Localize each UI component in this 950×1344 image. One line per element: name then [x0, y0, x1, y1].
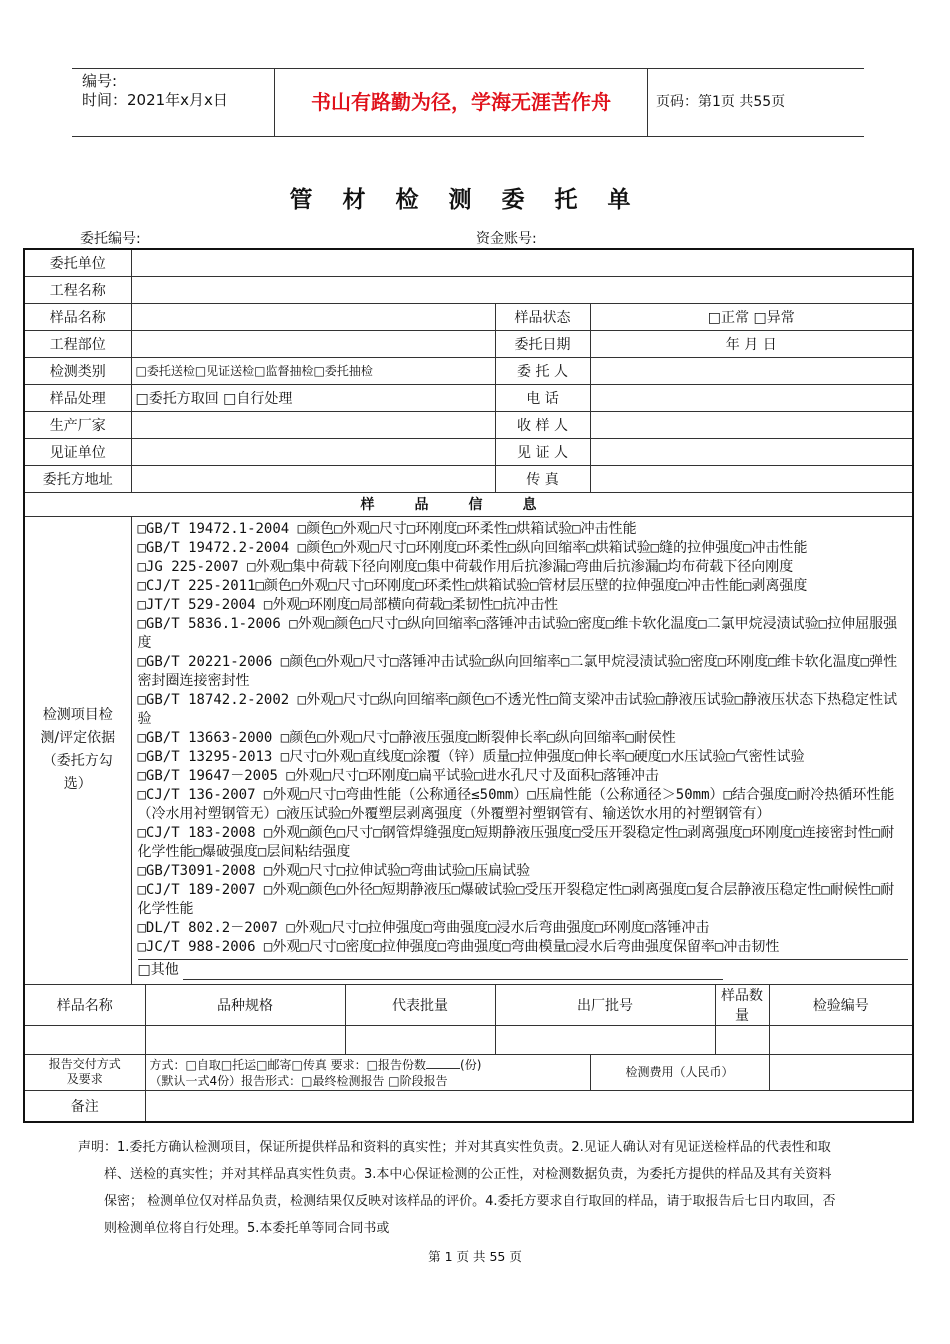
test-item[interactable]: □GB/T 19647－2005 □外观□尺寸□环刚度□扁平试验□进水孔尺寸及面积□落锤冲击	[137, 767, 659, 784]
test-item[interactable]: □DL/T 802.2－2007 □外观□尺寸□拉伸强度□弯曲强度□浸水后弯曲强度□环刚度□落锤冲击	[137, 919, 710, 936]
commission-no-label: 委托编号:	[80, 231, 141, 247]
test-item[interactable]: □GB/T 13663-2000 □颜色□外观□尺寸□静液压强度□断裂伸长率□纵向回缩率□耐侯性	[137, 729, 676, 746]
test-item[interactable]: □GB/T 13295-2013 □尺寸□外观□直线度□涂覆（锌）质量□拉伸强度□伸长率□硬度□水压试验□气密性试验	[137, 748, 805, 765]
quantity-cell[interactable]	[715, 1025, 769, 1054]
statement	[78, 1134, 840, 1242]
header-meta	[72, 69, 274, 136]
statement-text: 声明：1.委托方确认检测项目，保证所提供样品和资料的真实性；并对其真实性负责。2.见证人确认对有见证送检样品的代表性和取样、送检的真实性；并对其样品真实性负责。3.本中心保证检测的公正性，对检测数据负责，为委托方提供的样品及其有关资料保密； 检测单位仅对样品负责，检测结果仅反映对该样品的评价。4.委托方要求自行取回的样品，请于取报告后七日内取回，否则检测单位将自行处理。5.本委托单等同合同书或	[78, 1140, 836, 1236]
page-info: 页码：第1页 共55页	[656, 94, 786, 110]
receiver-field[interactable]	[590, 411, 913, 438]
test-item[interactable]: □GB/T 18742.2-2002 □外观□尺寸□纵向回缩率□颜色□不透光性□简支梁冲击试验□静液压试验□静液压状态下热稳定性试验	[137, 691, 898, 727]
test-item[interactable]: □JG 225-2007 □外观□集中荷载下径向刚度□集中荷载作用后抗渗漏□弯曲后抗渗漏□均布荷载下径向刚度	[137, 558, 794, 575]
col-quantity: 样品数量	[715, 984, 769, 1025]
address-label: 委托方地址	[24, 465, 131, 492]
col-batch: 代表批量	[345, 984, 495, 1025]
spec-cell[interactable]	[145, 1025, 345, 1054]
other-label: □其他	[137, 961, 179, 978]
col-lot: 出厂批号	[495, 984, 715, 1025]
test-items-label: 检测项目检测/评定依据（委托方勾选）	[24, 516, 131, 984]
report-options[interactable]	[145, 1054, 590, 1090]
handling-options[interactable]: □委托方取回 □自行处理	[131, 384, 495, 411]
address-field[interactable]	[131, 465, 495, 492]
test-item[interactable]: □CJ/T 136-2007 □外观□尺寸□弯曲性能（公称通径≤50mm）□压扁性能（公称通径＞50mm）□结合强度□耐冷热循环性能（冷水用衬塑钢管无）□液压试验□外覆塑层剥离强度（外覆塑衬塑钢管有、输送饮水用的衬塑钢管有）	[137, 786, 895, 822]
copies-unit: (份)	[460, 1057, 482, 1072]
unit-label: 委托单位	[24, 249, 131, 276]
test-item[interactable]: □GB/T 5836.1-2006 □外观□颜色□尺寸□纵向回缩率□落锤冲击试验□密度□维卡软化温度□二氯甲烷浸渍试验□拉伸屈服强度	[137, 615, 898, 651]
client-field[interactable]	[590, 357, 913, 384]
test-item[interactable]: □CJ/T 189-2007 □外观□颜色□外径□短期静液压□爆破试验□受压开裂稳定性□剥离强度□复合层静液压稳定性□耐候性□耐化学性能	[137, 881, 895, 917]
test-items	[131, 516, 913, 984]
account-no-label: 资金账号:	[476, 231, 537, 247]
other-field[interactable]	[183, 965, 723, 980]
inspection-no-cell[interactable]	[769, 1025, 913, 1054]
part-field[interactable]	[131, 330, 495, 357]
phone-field[interactable]	[590, 384, 913, 411]
fax-field[interactable]	[590, 465, 913, 492]
test-item[interactable]: □GB/T 20221-2006 □颜色□外观□尺寸□落锤冲击试验□纵向回缩率□二氯甲烷浸渍试验□密度□环刚度□维卡软化温度□弹性密封圈连接密封性	[137, 653, 898, 689]
time-label: 时间：2021年x月x日	[82, 91, 228, 109]
sample-cell[interactable]	[24, 1025, 145, 1054]
date-field[interactable]: 年 月 日	[590, 330, 913, 357]
code-label: 编号:	[82, 72, 118, 90]
sample-name-field[interactable]	[131, 303, 495, 330]
manufacturer-field[interactable]	[131, 411, 495, 438]
remark-field[interactable]	[145, 1090, 913, 1122]
witness-unit-label: 见证单位	[24, 438, 131, 465]
report-label: 报告交付方式及要求	[24, 1054, 145, 1090]
other-option[interactable]	[138, 959, 909, 980]
phone-label: 电 话	[495, 384, 590, 411]
receiver-label: 收 样 人	[495, 411, 590, 438]
witness-field[interactable]	[590, 438, 913, 465]
handling-label: 样品处理	[24, 384, 131, 411]
client-label: 委 托 人	[495, 357, 590, 384]
remark-label: 备注	[24, 1090, 145, 1122]
copies-field[interactable]	[426, 1056, 460, 1069]
project-label: 工程名称	[24, 276, 131, 303]
test-item[interactable]: □GB/T 19472.1-2004 □颜色□外观□尺寸□环刚度□环柔性□烘箱试验□冲击性能	[137, 520, 637, 537]
sample-name-label: 样品名称	[24, 303, 131, 330]
test-item[interactable]: □CJ/T 183-2008 □外观□颜色□尺寸□钢管焊缝强度□短期静液压强度□受压开裂稳定性□剥离强度□环刚度□连接密封性□耐化学性能□爆破强度□层间粘结强度	[137, 824, 895, 860]
fax-label: 传 真	[495, 465, 590, 492]
report-method[interactable]: 方式：□自取□托运□邮寄□传真 要求：□报告份数	[149, 1057, 427, 1072]
page-footer: 第 1 页 共 55 页	[428, 1249, 522, 1264]
test-item[interactable]: □CJ/T 225-2011□颜色□外观□尺寸□环刚度□环柔性□烘箱试验□管材层压壁的拉伸强度□冲击性能□剥离强度	[137, 577, 808, 594]
test-item[interactable]: □JC/T 988-2006 □外观□尺寸□密度□拉伸强度□弯曲强度□弯曲模量□浸水后弯曲强度保留率□冲击韧性	[137, 938, 780, 955]
document-header	[72, 68, 864, 137]
section-title: 样品信息	[24, 492, 913, 516]
col-inspection-no: 检验编号	[769, 984, 913, 1025]
test-type-label: 检测类别	[24, 357, 131, 384]
motto: 书山有路勤为径，学海无涯苦作舟	[274, 69, 648, 136]
page-title: 管材检测委托单	[289, 187, 661, 213]
col-spec: 品种规格	[145, 984, 345, 1025]
part-label: 工程部位	[24, 330, 131, 357]
project-field[interactable]	[131, 276, 913, 303]
witness-label: 见 证 人	[495, 438, 590, 465]
report-format[interactable]: （默认一式4份）报告形式：□最终检测报告 □阶段报告	[149, 1073, 448, 1088]
batch-cell[interactable]	[345, 1025, 495, 1054]
sample-state-label: 样品状态	[495, 303, 590, 330]
test-item[interactable]: □GB/T3091-2008 □外观□尺寸□拉伸试验□弯曲试验□压扁试验	[137, 862, 531, 879]
test-type-options[interactable]: □委托送检□见证送检□监督抽检□委托抽检	[131, 357, 495, 384]
witness-unit-field[interactable]	[131, 438, 495, 465]
unit-field[interactable]	[131, 249, 913, 276]
test-item[interactable]: □JT/T 529-2004 □外观□环刚度□局部横向荷载□柔韧性□抗冲击性	[137, 596, 559, 613]
sample-state-options[interactable]: □正常 □异常	[590, 303, 913, 330]
test-item[interactable]: □GB/T 19472.2-2004 □颜色□外观□尺寸□环刚度□环柔性□纵向回缩率□烘箱试验□缝的拉伸强度□冲击性能	[137, 539, 808, 556]
commission-form	[23, 248, 914, 1123]
lot-cell[interactable]	[495, 1025, 715, 1054]
fee-label: 检测费用（人民币）	[590, 1054, 769, 1090]
fee-field[interactable]	[769, 1054, 913, 1090]
col-sample-name: 样品名称	[24, 984, 145, 1025]
date-label: 委托日期	[495, 330, 590, 357]
manufacturer-label: 生产厂家	[24, 411, 131, 438]
